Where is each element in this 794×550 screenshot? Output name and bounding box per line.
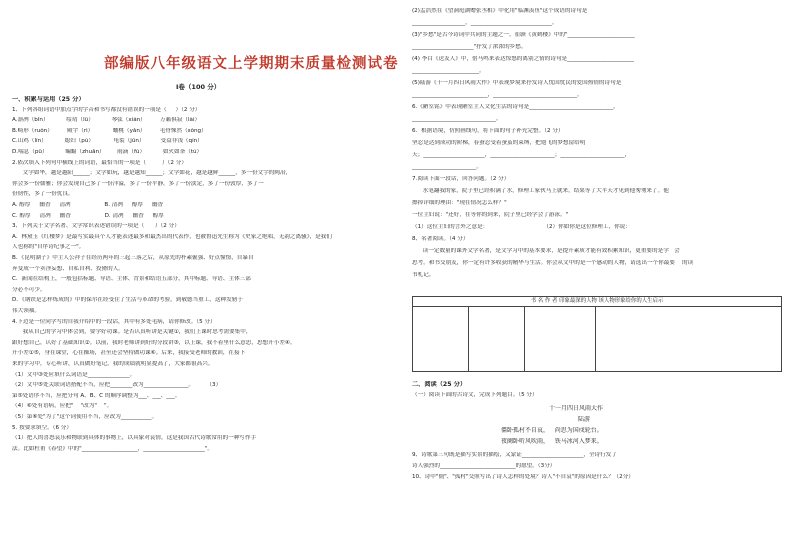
text-line: ______________________"抒发了浓浓的乡愁。 — [412, 44, 527, 50]
right-page — [403, 0, 794, 550]
text-line: 你会多一份儒雅；你会发现自己多了一份洋溢，多了一份平静，多了一份淡定，多了一份敦厚，多了一 — [12, 180, 264, 187]
text-line: 法。比如杜甫《春望》中的"____________________，______________________"。 — [12, 445, 213, 452]
text-line: 读一定数量的课外文学名著，是文学习中的基本要求，是提升素质才能有效积累知识，更重要的是学 会 — [412, 248, 680, 254]
question-9-line-2: 诗人强烈的___________________________的愿望。（3分） — [412, 463, 556, 469]
question-9-line-1: 9、诗歌第三句既是描写实景的描绘，又蒙证______________________，全诗行发了 — [412, 452, 617, 458]
book-name-cell[interactable] — [413, 307, 469, 372]
text-line: B.畸形（ruǒn） 殿宇（rì） 蟠桃（yǎn） 毛骨悚然（sǒng） — [12, 127, 207, 134]
text-line: 水笔翻我的家，院子里已经积满了水，修理工家伙马上就来，结果等了大半天才见到他匆匆来了。他 — [412, 188, 669, 194]
poem-instruction: （一）阅读下面的古诗文，完成下列题目。（5 分） — [412, 392, 538, 398]
text-line: (2)孟浩然在《望洞庭湖赠张丞相》中化用"临渊羡鱼"这个成语的诗句是 — [412, 8, 588, 14]
text-line: 一、积累与运用（25 分） — [12, 96, 85, 103]
text-line: 一位主妇说："还好，在等你的到来，院子里已经学会了游泳。" — [412, 212, 569, 218]
text-line: C. 醇厚 清冽 幽香 D. 清冽 幽香 醇厚 — [12, 212, 164, 219]
text-line: 4.下边是一位同学写的自我介绍中的一段话，其中有多处毛病，请你修改。（5 分） — [12, 318, 216, 325]
text-line: 6.《陋室铭》中表现陋室主人文化生活的诗句是______________________________， — [412, 104, 619, 110]
text-line: （1）这位主妇的言外之意是： （2）你如你是这位修理工，你说： — [412, 224, 631, 230]
text-line: 1、下列各组词语中加点字的字音和书写都没有错误的一项是（ ）（2 分） — [12, 106, 201, 113]
text-line: 擦掉详细的理由："现在情况怎么样？" — [412, 200, 507, 206]
text-line: 人也称的"自序诗纪事之一"。 — [12, 244, 85, 251]
volume-subtitle: Ⅰ卷（100 分） — [176, 83, 221, 91]
text-line: 跟好想自己，认好了基础知识②。以前，我时老师讲到好的分段讲③，以上课，我不着里什么意思，思想开小差④。 — [12, 339, 296, 346]
text-line: （2）文中⑤处关联词语搭配不当，应把________改为________________。 （3） — [12, 382, 222, 389]
section-reading-heading: 二、阅读（25 分） — [412, 381, 467, 388]
text-line: 坚忍是达到成功的阶梯，春蚕忍受着蚕茧的束缚，把翅飞的梦想留给明 — [412, 140, 586, 146]
text-line: A．林黛玉《红楼梦》是最写实最具个人才能表述最多和最杰出的代表作，也被鲁迅先生称为《史家之绝唱，无韵之离骚》，是我们 — [12, 233, 332, 240]
text-line: 2.依次填入下列句中横线上的词语，最恰当的一项是（ ）（2 分） — [12, 159, 187, 166]
text-line: 我从自己的学习中体会到，要学好功课。是否认真听讲是关键①，我们上课时思考需要集中， — [12, 329, 252, 336]
text-line: (4) 李白《送友人》中，借马鸣来表达惊悠的离别之情的诗句是________________________ — [412, 56, 635, 62]
text-line: 第⑤处语序不当，应把分句 A、B、C 的顺序调整为___、___、___。 — [12, 392, 181, 399]
poem-title: 十一月四日风雨大作 — [549, 405, 604, 412]
text-line: 5. 按要求填空。（6 分） — [12, 424, 72, 431]
text-line: 开小差①⑤，身在课堂，心在操场，甚至还会坚持做功课⑥。后来，我接受老师的教训，在接下 — [12, 350, 246, 357]
text-line: （1）把人的喜怒哀乐和物联到具体的事物上，以具象对哀情，这是我国古代诗歌常用的一种写作手 — [12, 435, 257, 442]
text-line: ________________________。 — [412, 68, 485, 74]
text-line: 弃变成一个卖淫妄想、自私自利、狡猾的人。 — [12, 265, 124, 272]
text-line: C．新闻在结构上，一般包括标题、导语、主体、背景和结语五部分，其中标题、导语、主体三部 — [12, 276, 251, 283]
text-line: (5)陆游《十一月四日风雨大作》中表现梦境来抒发诗人忧国忧民的爱国热情的诗句是 — [412, 80, 622, 86]
text-line: 来的学习中，专心听讲，认真做好笔记，我的成绩就明显提高了，大家都很高兴。 — [12, 361, 214, 367]
text-line: 伟大领袖。 — [12, 308, 40, 314]
text-line: 天；______________________，_______________________；_______________________， — [412, 152, 631, 158]
text-line: (3)"乡愁"是古今诗词中共同的主题之一。崔颢《黄鹤楼》中的"________________________ — [412, 32, 635, 38]
exam-title: 部编版八年级语文上学期期末质量检测试卷 — [104, 56, 399, 72]
text-line: （5）第⑥处"为了"这个词使用不当，应改为___________。 — [12, 414, 158, 420]
reading-notes-table — [412, 296, 782, 372]
text-line: 文学如华，越是越阳______；文学如玩，越是越知______；文学如花，越是越鲜______，多一份文字的陶冶， — [12, 170, 292, 177]
character-cell[interactable] — [525, 307, 596, 372]
author-cell[interactable] — [469, 307, 525, 372]
text-line: 6．根据语境，仿照画线句，将下面的句子补充完整。（2 分） — [412, 128, 564, 134]
text-line: （4）⑥处有语病，应把" "改为" "。 — [12, 403, 113, 410]
text-line: 8、名著阅读。（4 分） — [412, 236, 469, 242]
text-line: ___________________________，______________________________。 — [412, 92, 583, 98]
text-line: D．《钢铁是怎样炼成的》中的保尔在经受住了生活与革命的考验，到敬德当重工，这种发轫于 — [12, 297, 243, 304]
poem-line-2: 夜阑卧听风吹雨， 铁马冰河入梦来。 — [501, 438, 603, 445]
text-line: D.喘息（pǔ） 蝙蝠（zhuān） 雨滴（fú） 如火如荼（tú） — [12, 149, 203, 155]
question-10: 10、诗中"僵"、"孤村"交照写出了诗人怎样的处境？诗人"不自哀"的原因是什么？（2分） — [412, 474, 634, 480]
text-line: _______________________。 — [412, 164, 482, 170]
text-line: 7.阅读下面一段话，回答问题。（2 分） — [412, 176, 510, 182]
text-line: 书札记。 — [412, 272, 435, 278]
text-line: A. 醇厚 幽香 清冽 B. 清冽 醇厚 幽香 — [12, 202, 164, 208]
poem-author: 陆游 — [578, 416, 591, 423]
poem-line-1: 僵卧孤村不自哀， 尚思为国戍轮台。 — [501, 427, 603, 434]
text-line: 分必不可少。 — [12, 286, 46, 293]
text-line: 思考。和书交朋友，你一定有许多收获的精华与生活。你会从文中的是一个感动的人物，请选出一个你最要 的读 — [412, 260, 694, 266]
text-line: A.凛冽（bǐn） 绥靖（lǚ） 琴弦（xián） 万籁俱寂（lài） — [12, 117, 201, 124]
text-line: ______________________________。 — [412, 116, 502, 122]
text-line: 3、下列关于文学名著、文学常识表述错误的一项是（ ）（2 分） — [12, 223, 180, 230]
reading-notes-header: 书 名 作 者 印象最深的人物 该人物形象给你的人生启示 — [413, 297, 782, 307]
text-line: 份韧性，多了一份优良。 — [12, 191, 74, 198]
text-line: （1）文中③处应填什么词语是_______________。 — [12, 371, 136, 378]
inspiration-cell[interactable] — [596, 307, 782, 372]
text-line: B．《昆明湖子》中主人公祥子在经历两年的三起三落之后，从原先的朴素倔强、好点憧憬，自暴自 — [12, 255, 254, 261]
text-line: C.山鸡（lín） 媳妇（pú） 龟裂（jūn） 受益非浅（qín） — [12, 138, 203, 145]
text-line: ___________________，_____________________________。 — [412, 20, 558, 26]
